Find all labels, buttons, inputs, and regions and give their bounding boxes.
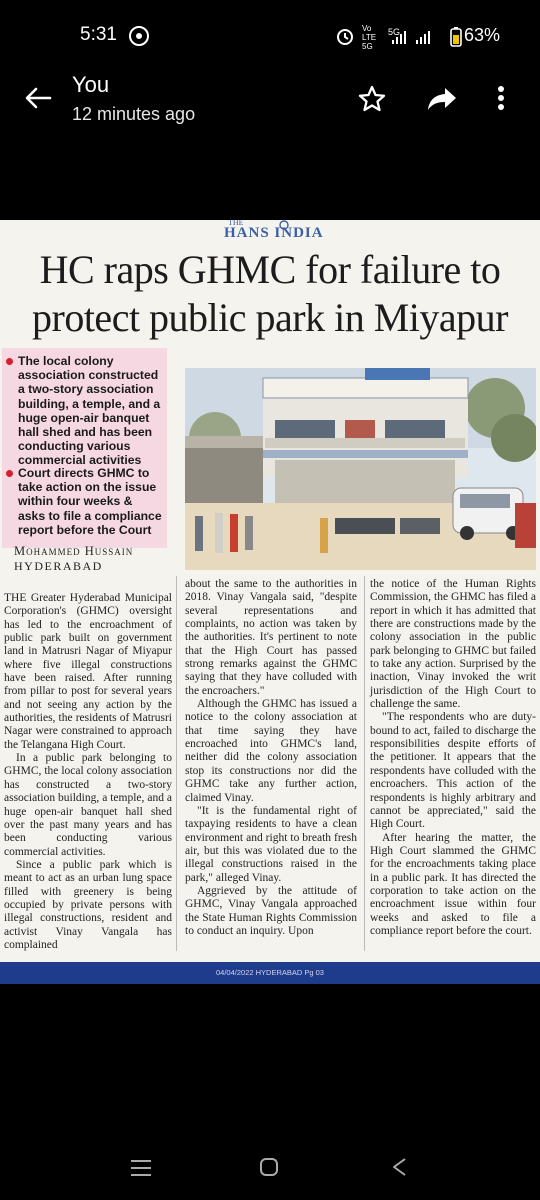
article-paragraph: After hearing the matter, the High Court slammed the GHMC for the encroachments taking place in a public park. It has directed the corporation to take action on the encroachment issue within four weeks and asked to file a compliance report before the court. — [370, 831, 536, 937]
home-icon[interactable] — [259, 1157, 279, 1177]
news-photo — [185, 368, 536, 570]
volte-indicator: Vo LTE 5G — [362, 24, 377, 51]
star-icon[interactable] — [357, 84, 387, 114]
highlight-bullet: The local colony association constructed a two-story association building, a temple, and a huge open-air banquet hall shed and has been conducting various commercial activities — [2, 354, 162, 468]
article-column-3 — [370, 578, 536, 938]
column-divider — [176, 576, 177, 951]
article-paragraph: In a public park belonging to GHMC, the local colony association has constructed a two-story association building, a temple, and a huge open-air banquet hall shed over the past many years and has been conducting various commercial activities. — [4, 752, 172, 858]
headline — [6, 246, 534, 342]
article-paragraph: about the same to the authorities in 2018. Vinay Vangala said, "despite several representations and complaints, no action was taken by the authorities. It's pertinent to note that the High Court has passed strong remarks against the GHMC saying that they have colluded with the encroachers." — [185, 578, 357, 697]
alarm-icon — [335, 26, 355, 46]
article-paragraph: the notice of the Human Rights Commission, the GHMC has filed a report in which it has admitted that there are constructions made by the colony association in the public park belonging to GHMC but failed to take any action. Surprised by the inaction, Vinay invoked the writ jurisdiction of the High Court to challenge the same. — [370, 578, 536, 711]
article-paragraph: Although the GHMC has issued a notice to the colony association at that time saying they have encroached into GHMC's land, neither did the colony association stop its constructions nor did the GHMC take any further action, claimed Vinay. — [185, 698, 357, 804]
battery-percent: 63% — [464, 25, 501, 45]
back-nav-icon[interactable] — [390, 1157, 408, 1177]
byline-name: Mohammed Hussain — [14, 544, 134, 558]
navigation-bar — [0, 1136, 540, 1200]
masthead-the: THE — [228, 220, 244, 227]
article-paragraph: THE Greater Hyderabad Municipal Corporation's (GHMC) oversight has led to the encroachment of public park built on government land in Matrusri Nagar of Miyapur where five illegal constructions have been raised. After running from pillar to post for several years and not seeing any action by the authorities, the residents of Matrusri Nagar were constrained to approach the Telangana High Court. — [4, 592, 172, 751]
status-bar — [0, 0, 540, 70]
article-paragraph: "It is the fundamental right of taxpaying residents to have a clean environment and right to breath fresh air, but this was violated due to the illegal constructions raised in the park," alleged Vinay. — [185, 804, 357, 884]
status-time: 5:31 — [80, 24, 117, 45]
sender-name: You — [72, 72, 110, 97]
share-icon[interactable] — [425, 84, 459, 114]
headline-line-2: protect public park in Miyapur — [32, 295, 508, 340]
music-note-icon — [128, 25, 150, 47]
article-paragraph: "The respondents who are duty-bound to act, failed to discharge the responsibilities despite efforts of the petitioner. It appears that the respondents have colluded with the encroachers. This action of the respondents is highly arbitrary and cannot be appreciated," said the High Court. — [370, 711, 536, 831]
article-column-2 — [185, 578, 357, 938]
battery-icon — [450, 27, 462, 47]
timestamp: 12 minutes ago — [72, 104, 196, 124]
headline-line-1: HC raps GHMC for failure to — [39, 247, 501, 292]
masthead-emblem-icon — [278, 220, 290, 230]
highlights-box — [2, 348, 167, 548]
more-vert-icon[interactable] — [496, 84, 506, 114]
newspaper-clipping[interactable] — [0, 220, 540, 962]
recent-apps-icon[interactable] — [130, 1158, 152, 1178]
arrow-back-icon[interactable] — [22, 82, 54, 114]
column-divider — [364, 576, 365, 951]
highlight-bullet: Court directs GHMC to take action on the issue within four weeks & asks to file a compliance report before the Court — [2, 466, 162, 537]
masthead: HANS INDIA — [224, 225, 324, 241]
signal-icon — [388, 26, 446, 46]
article-paragraph: Aggrieved by the attitude of GHMC, Vinay Vangala approached the State Human Rights Commission to conduct an inquiry. Upon — [185, 884, 357, 937]
svg-text:5G: 5G — [388, 27, 401, 37]
clipping-footer: 04/04/2022 HYDERABAD Pg 03 — [0, 962, 540, 984]
article-paragraph: Since a public park which is meant to act as an urban lung space filled with greenery is being occupied by private persons with illegal constructions, resident and activist Vinay Vangala has complained — [4, 858, 172, 951]
byline-place: HYDERABAD — [14, 559, 103, 573]
article-column-1 — [4, 592, 172, 952]
